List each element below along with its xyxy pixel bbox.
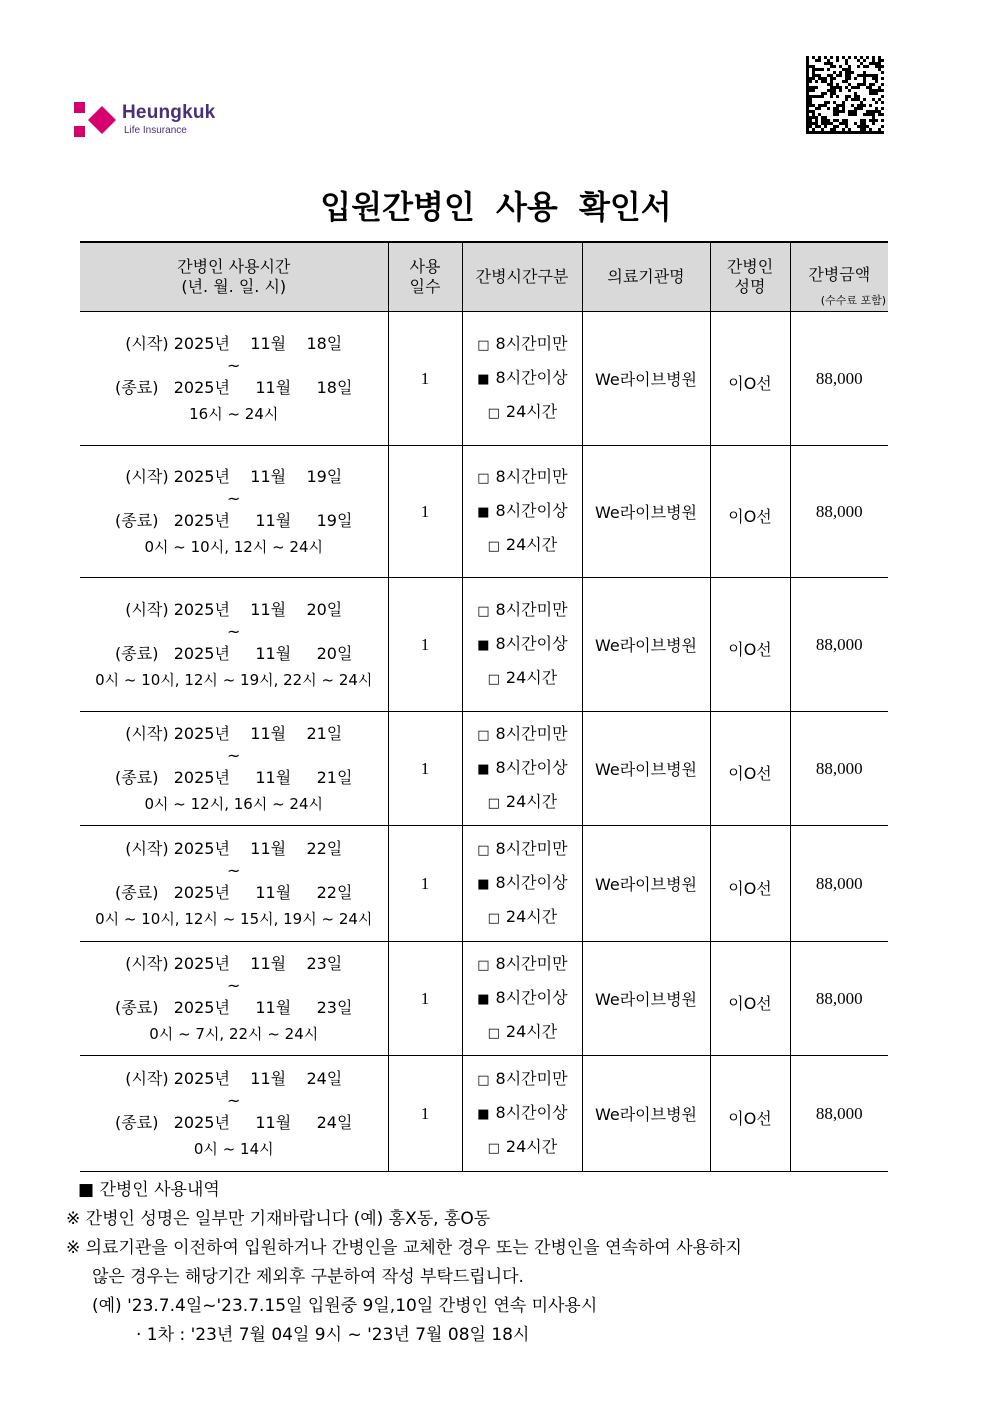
period-cell: [80, 312, 388, 446]
option-label: 24시간: [505, 791, 558, 811]
option-label: 8시간미만: [495, 838, 568, 858]
option-label: 8시간미만: [495, 466, 568, 486]
end-month: 11월: [255, 643, 292, 663]
checkbox: □: [487, 1025, 500, 1041]
period-end: [80, 1110, 388, 1136]
start-label: (시작): [125, 838, 169, 858]
option-2: [463, 1131, 582, 1165]
option-0: [463, 328, 582, 362]
end-year: 2025년: [173, 643, 230, 663]
hospital-cell: We라이브병원: [582, 312, 710, 446]
period-end: [80, 765, 388, 791]
checkbox: □: [477, 337, 490, 353]
header-amount: [790, 242, 888, 312]
end-year: 2025년: [173, 1112, 230, 1132]
option-1: [463, 982, 582, 1016]
period-tilde: ~: [227, 975, 241, 995]
option-label: 24시간: [505, 906, 558, 926]
note-period-rule: ※ 의료기관을 이전하여 입원하거나 간병인을 교체한 경우 또는 간병인을 연속하여 사용하지: [66, 1238, 742, 1258]
header-type: 간병시간구분: [462, 242, 582, 312]
amount-cell: 88,000: [790, 446, 888, 578]
period-range: 0시 ~ 14시: [193, 1139, 274, 1158]
option-label: 8시간미만: [495, 1068, 568, 1088]
option-2: [463, 901, 582, 935]
time-type-cell: [462, 826, 582, 942]
hospital-cell: We라이브병원: [582, 446, 710, 578]
table-header-row: [80, 242, 888, 312]
checkbox: ■: [477, 876, 490, 892]
period-tilde: ~: [227, 860, 241, 880]
period-cell: [80, 942, 388, 1056]
time-type-cell: [462, 942, 582, 1056]
option-1: [463, 362, 582, 396]
option-label: 8시간이상: [495, 757, 568, 777]
header-hospital: 의료기관명: [582, 242, 710, 312]
end-day: 20일: [316, 643, 353, 663]
period-tilde: ~: [227, 488, 241, 508]
option-1: [463, 752, 582, 786]
option-label: 8시간미만: [495, 333, 568, 353]
end-day: 24일: [316, 1112, 353, 1132]
amount-cell: 88,000: [790, 1056, 888, 1172]
period-end: [80, 995, 388, 1021]
start-label: (시작): [125, 1068, 169, 1088]
end-month: 11월: [255, 510, 292, 530]
start-month: 11월: [250, 723, 287, 743]
hospital-cell: We라이브병원: [582, 1056, 710, 1172]
period-end: [80, 375, 388, 401]
start-year: 2025년: [173, 599, 230, 619]
end-label: (종료): [115, 882, 159, 902]
option-label: 8시간이상: [495, 633, 568, 653]
option-2: [463, 662, 582, 696]
start-month: 11월: [250, 838, 287, 858]
option-1: [463, 1097, 582, 1131]
time-type-cell: [462, 578, 582, 712]
period-end: [80, 508, 388, 534]
end-label: (종료): [115, 377, 159, 397]
checkbox: □: [487, 910, 500, 926]
option-0: [463, 1063, 582, 1097]
period-range: 0시 ~ 10시, 12시 ~ 15시, 19시 ~ 24시: [95, 909, 373, 928]
header-period: [80, 242, 388, 312]
end-day: 21일: [316, 767, 353, 787]
header-period-line1: 간병인 사용시간: [177, 257, 291, 276]
time-type-cell: [462, 1056, 582, 1172]
period-start: [80, 951, 388, 977]
end-day: 18일: [316, 377, 353, 397]
end-month: 11월: [255, 767, 292, 787]
logo-mark-icon: [74, 102, 118, 138]
end-day: 23일: [316, 997, 353, 1017]
period-tilde: ~: [227, 621, 241, 641]
notes-section-title: ■ 간병인 사용내역: [78, 1180, 220, 1200]
option-label: 8시간이상: [495, 500, 568, 520]
end-year: 2025년: [173, 997, 230, 1017]
end-label: (종료): [115, 510, 159, 530]
option-label: 8시간미만: [495, 953, 568, 973]
amount-cell: 88,000: [790, 712, 888, 826]
caregiver-name-cell: 이O선: [710, 446, 790, 578]
period-start: [80, 464, 388, 490]
checkbox: □: [487, 671, 500, 687]
end-month: 11월: [255, 1112, 292, 1132]
option-label: 8시간이상: [495, 987, 568, 1007]
period-start: [80, 597, 388, 623]
option-1: [463, 495, 582, 529]
option-2: [463, 529, 582, 563]
checkbox: □: [487, 538, 500, 554]
option-label: 8시간이상: [495, 872, 568, 892]
period-tilde: ~: [227, 1090, 241, 1110]
period-start: [80, 836, 388, 862]
option-label: 24시간: [505, 534, 558, 554]
hospital-cell: We라이브병원: [582, 712, 710, 826]
start-label: (시작): [125, 466, 169, 486]
days-cell: 1: [388, 1056, 462, 1172]
period-cell: [80, 826, 388, 942]
header-amount-label: 간병금액: [808, 265, 871, 284]
table-row: [80, 942, 888, 1056]
checkbox: ■: [477, 991, 490, 1007]
amount-cell: 88,000: [790, 578, 888, 712]
caregiver-name-cell: 이O선: [710, 712, 790, 826]
note-example: (예) '23.7.4일~'23.7.15일 입원중 9일,10일 간병인 연속 미사용시: [92, 1296, 598, 1316]
checkbox: ■: [477, 371, 490, 387]
checkbox: ■: [477, 504, 490, 520]
hospital-cell: We라이브병원: [582, 826, 710, 942]
start-label: (시작): [125, 723, 169, 743]
period-start: [80, 721, 388, 747]
days-cell: 1: [388, 712, 462, 826]
period-cell: [80, 446, 388, 578]
header-name-line2: 성명: [734, 277, 766, 296]
end-label: (종료): [115, 767, 159, 787]
period-tilde: ~: [227, 355, 241, 375]
end-year: 2025년: [173, 377, 230, 397]
checkbox: □: [477, 1072, 490, 1088]
start-year: 2025년: [173, 466, 230, 486]
checkbox: □: [477, 470, 490, 486]
logo-brand: Heungkuk: [122, 102, 216, 123]
option-0: [463, 833, 582, 867]
checkbox: □: [477, 727, 490, 743]
start-label: (시작): [125, 953, 169, 973]
period-end: [80, 880, 388, 906]
hospital-cell: We라이브병원: [582, 578, 710, 712]
amount-cell: 88,000: [790, 826, 888, 942]
option-0: [463, 461, 582, 495]
start-year: 2025년: [173, 838, 230, 858]
option-label: 24시간: [505, 1136, 558, 1156]
end-year: 2025년: [173, 767, 230, 787]
days-cell: 1: [388, 578, 462, 712]
option-0: [463, 594, 582, 628]
start-day: 20일: [306, 599, 343, 619]
checkbox: □: [477, 603, 490, 619]
option-1: [463, 628, 582, 662]
option-0: [463, 948, 582, 982]
header-name: [710, 242, 790, 312]
checkbox: ■: [477, 761, 490, 777]
period-end: [80, 641, 388, 667]
period-range: 0시 ~ 10시, 12시 ~ 24시: [144, 537, 323, 556]
time-type-cell: [462, 446, 582, 578]
end-month: 11월: [255, 377, 292, 397]
days-cell: 1: [388, 826, 462, 942]
header-days: [388, 242, 462, 312]
amount-cell: 88,000: [790, 942, 888, 1056]
period-cell: [80, 712, 388, 826]
table-row: [80, 1056, 888, 1172]
start-day: 19일: [306, 466, 343, 486]
note-period-rule-cont: 않은 경우는 해당기간 제외후 구분하여 작성 부탁드립니다.: [92, 1267, 524, 1287]
company-logo: [74, 100, 244, 140]
option-label: 24시간: [505, 667, 558, 687]
caregiver-usage-table: [80, 241, 888, 1172]
checkbox: □: [487, 1140, 500, 1156]
table-row: [80, 826, 888, 942]
note-name-rule: ※ 간병인 성명은 일부만 기재바랍니다 (예) 홍X동, 홍O동: [66, 1209, 491, 1229]
end-year: 2025년: [173, 510, 230, 530]
end-day: 22일: [316, 882, 353, 902]
notes-section: [66, 1176, 742, 1350]
time-type-cell: [462, 312, 582, 446]
start-label: (시작): [125, 333, 169, 353]
start-day: 21일: [306, 723, 343, 743]
option-2: [463, 1016, 582, 1050]
period-start: [80, 1066, 388, 1092]
start-year: 2025년: [173, 723, 230, 743]
start-day: 18일: [306, 333, 343, 353]
caregiver-name-cell: 이O선: [710, 1056, 790, 1172]
start-month: 11월: [250, 599, 287, 619]
hospital-cell: We라이브병원: [582, 942, 710, 1056]
checkbox: □: [487, 795, 500, 811]
option-label: 8시간이상: [495, 367, 568, 387]
period-cell: [80, 578, 388, 712]
caregiver-name-cell: 이O선: [710, 578, 790, 712]
end-month: 11월: [255, 997, 292, 1017]
header-days-line1: 사용: [409, 257, 441, 276]
end-month: 11월: [255, 882, 292, 902]
logo-subtitle: Life Insurance: [124, 125, 187, 136]
start-month: 11월: [250, 466, 287, 486]
header-amount-note: (수수료 포함): [820, 294, 886, 307]
option-label: 8시간미만: [495, 723, 568, 743]
period-tilde: ~: [227, 745, 241, 765]
period-range: 0시 ~ 7시, 22시 ~ 24시: [149, 1024, 319, 1043]
period-cell: [80, 1056, 388, 1172]
start-year: 2025년: [173, 333, 230, 353]
end-day: 19일: [316, 510, 353, 530]
period-start: [80, 331, 388, 357]
document-title: 입원간병인 사용 확인서: [320, 188, 672, 226]
note-example-item: · 1차 : '23년 7월 04일 9시 ~ '23년 7월 08일 18시: [136, 1325, 530, 1345]
table-row: [80, 312, 888, 446]
option-label: 24시간: [505, 401, 558, 421]
option-label: 8시간미만: [495, 599, 568, 619]
period-range: 16시 ~ 24시: [189, 404, 279, 423]
time-type-cell: [462, 712, 582, 826]
start-year: 2025년: [173, 953, 230, 973]
option-2: [463, 396, 582, 430]
days-cell: 1: [388, 446, 462, 578]
period-range: 0시 ~ 12시, 16시 ~ 24시: [144, 794, 323, 813]
qr-code-icon: [806, 56, 884, 134]
caregiver-name-cell: 이O선: [710, 942, 790, 1056]
end-label: (종료): [115, 643, 159, 663]
option-2: [463, 786, 582, 820]
caregiver-name-cell: 이O선: [710, 312, 790, 446]
days-cell: 1: [388, 312, 462, 446]
amount-cell: 88,000: [790, 312, 888, 446]
start-year: 2025년: [173, 1068, 230, 1088]
start-label: (시작): [125, 599, 169, 619]
start-day: 24일: [306, 1068, 343, 1088]
option-0: [463, 718, 582, 752]
start-month: 11월: [250, 333, 287, 353]
days-cell: 1: [388, 942, 462, 1056]
option-label: 24시간: [505, 1021, 558, 1041]
end-label: (종료): [115, 1112, 159, 1132]
option-label: 8시간이상: [495, 1102, 568, 1122]
checkbox: ■: [477, 637, 490, 653]
end-label: (종료): [115, 997, 159, 1017]
header-period-line2: (년. 월. 일. 시): [181, 277, 287, 296]
start-day: 23일: [306, 953, 343, 973]
header-name-line1: 간병인: [726, 257, 774, 276]
table-row: [80, 446, 888, 578]
header-days-line2: 일수: [409, 277, 441, 296]
checkbox: □: [487, 405, 500, 421]
period-range: 0시 ~ 10시, 12시 ~ 19시, 22시 ~ 24시: [95, 670, 373, 689]
start-month: 11월: [250, 1068, 287, 1088]
table-row: [80, 712, 888, 826]
option-1: [463, 867, 582, 901]
checkbox: □: [477, 842, 490, 858]
table-row: [80, 578, 888, 712]
checkbox: □: [477, 957, 490, 973]
caregiver-name-cell: 이O선: [710, 826, 790, 942]
checkbox: ■: [477, 1106, 490, 1122]
end-year: 2025년: [173, 882, 230, 902]
start-month: 11월: [250, 953, 287, 973]
start-day: 22일: [306, 838, 343, 858]
